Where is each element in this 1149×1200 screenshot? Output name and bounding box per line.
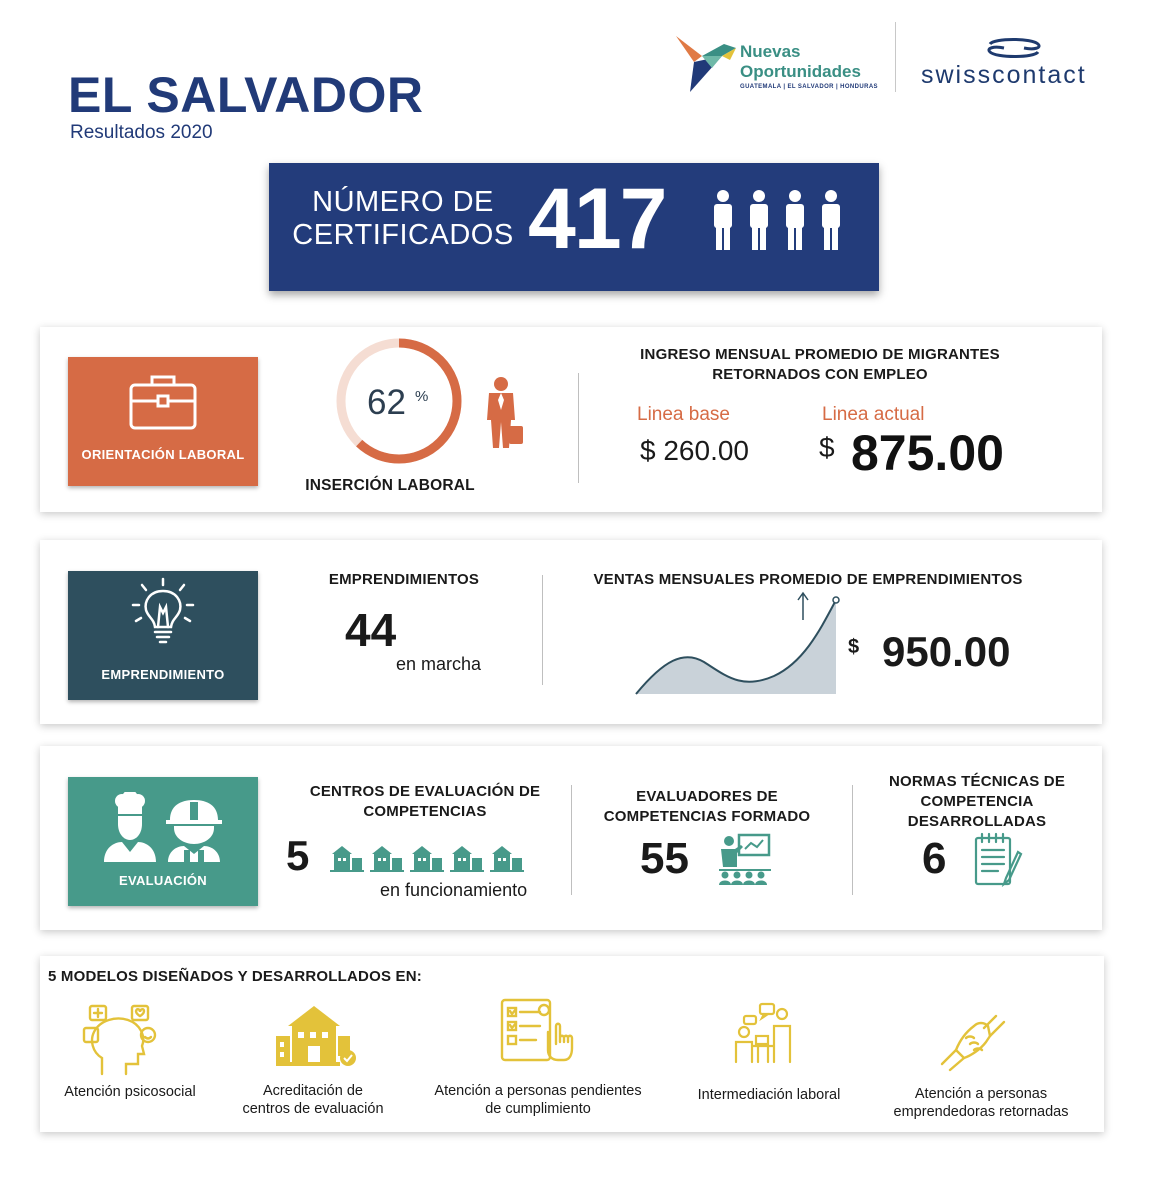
normas-value: 6 (922, 834, 947, 883)
checklist-icon (500, 998, 574, 1062)
ventas-value: 950.00 (882, 628, 1011, 675)
evaluadores-heading: EVALUADORES DE COMPETENCIAS FORMADO (603, 788, 811, 825)
linea-actual-value: 875.00 (851, 425, 1004, 481)
model-2-label-line2: centros de evaluación (242, 1101, 384, 1117)
ventas-heading: VENTAS MENSUALES PROMEDIO DE EMPRENDIMIENTOS (593, 571, 1023, 588)
logo-oportunidades-text: Oportunidades (740, 62, 861, 81)
percent-sign: % (415, 388, 429, 405)
linea-actual-label: Linea actual (822, 404, 925, 425)
orientacion-tile-label: ORIENTACIÓN LABORAL (81, 447, 245, 462)
briefcase-icon (128, 373, 198, 431)
card3-divider-2 (852, 785, 853, 895)
emprendimientos-value: 44 (345, 604, 397, 656)
insercion-label: INSERCIÓN LABORAL (305, 477, 475, 494)
people-icon (708, 190, 848, 252)
nuevas-oportunidades-bird-icon (672, 26, 740, 94)
buildings-icon (330, 844, 524, 872)
job-interview-icon (734, 1002, 796, 1064)
certificates-value: 417 (528, 171, 666, 267)
chef-worker-icon (100, 792, 228, 862)
linea-base-label: Linea base (637, 404, 730, 425)
swisscontact-swirl-icon (984, 36, 1044, 60)
centros-heading: CENTROS DE EVALUACIÓN DE COMPETENCIAS (309, 783, 541, 820)
model-5-label-line2: emprendedoras retornadas (893, 1104, 1069, 1120)
insercion-percentage: 62 (367, 383, 406, 422)
classroom-icon (717, 833, 773, 885)
centros-sub: en funcionamiento (380, 880, 528, 900)
page-title: EL SALVADOR (68, 67, 424, 123)
certificates-label: NÚMERO DE CERTIFICADOS (292, 186, 514, 251)
logo-divider (895, 22, 896, 92)
model-2-label-line1: Acreditación de (263, 1083, 363, 1099)
lightbulb-icon (130, 577, 196, 645)
ventas-currency: $ (848, 636, 860, 658)
handshake-icon (940, 1010, 1006, 1076)
normas-heading: NORMAS TÉCNICAS DE COMPETENCIA DESARROLLADAS (888, 773, 1066, 830)
model-4-label: Intermediación laboral (697, 1087, 841, 1103)
emprendimientos-sub: en marcha (396, 654, 482, 674)
linea-base-value: $ 260.00 (640, 435, 749, 466)
logo-nuevas-text: Nuevas (740, 42, 801, 61)
modelos-heading: 5 MODELOS DISEÑADOS Y DESARROLLADOS EN: (48, 968, 422, 985)
centros-value: 5 (286, 832, 310, 879)
model-3-label-line1: Atención a personas pendientes (434, 1083, 642, 1099)
evaluacion-tile-label: EVALUACIÓN (119, 873, 207, 888)
linea-actual-currency: $ (819, 432, 835, 463)
document-notes-icon (972, 832, 1026, 888)
sales-growth-curve (634, 590, 844, 696)
emprendimientos-heading: EMPRENDIMIENTOS (328, 571, 480, 588)
emprendimiento-tile-label: EMPRENDIMIENTO (101, 667, 225, 682)
logo-countries-text: GUATEMALA | EL SALVADOR | HONDURAS (740, 84, 878, 90)
card3-divider-1 (571, 785, 572, 895)
swisscontact-logo-text: swisscontact (921, 61, 1087, 89)
card1-divider (578, 373, 579, 483)
card2-divider (542, 575, 543, 685)
model-1-label: Atención psicosocial (64, 1084, 196, 1100)
ingreso-heading: INGRESO MENSUAL PROMEDIO DE MIGRANTES RETORNADOS CON EMPLEO (640, 346, 1000, 383)
model-5-label-line1: Atención a personas (914, 1086, 1048, 1102)
businessman-icon (481, 376, 525, 450)
model-3-label-line2: de cumplimiento (485, 1101, 591, 1117)
psychosocial-icon (82, 1002, 158, 1076)
evaluadores-value: 55 (640, 834, 689, 883)
page-subtitle: Resultados 2020 (70, 122, 213, 143)
accredited-building-icon (276, 1004, 356, 1068)
